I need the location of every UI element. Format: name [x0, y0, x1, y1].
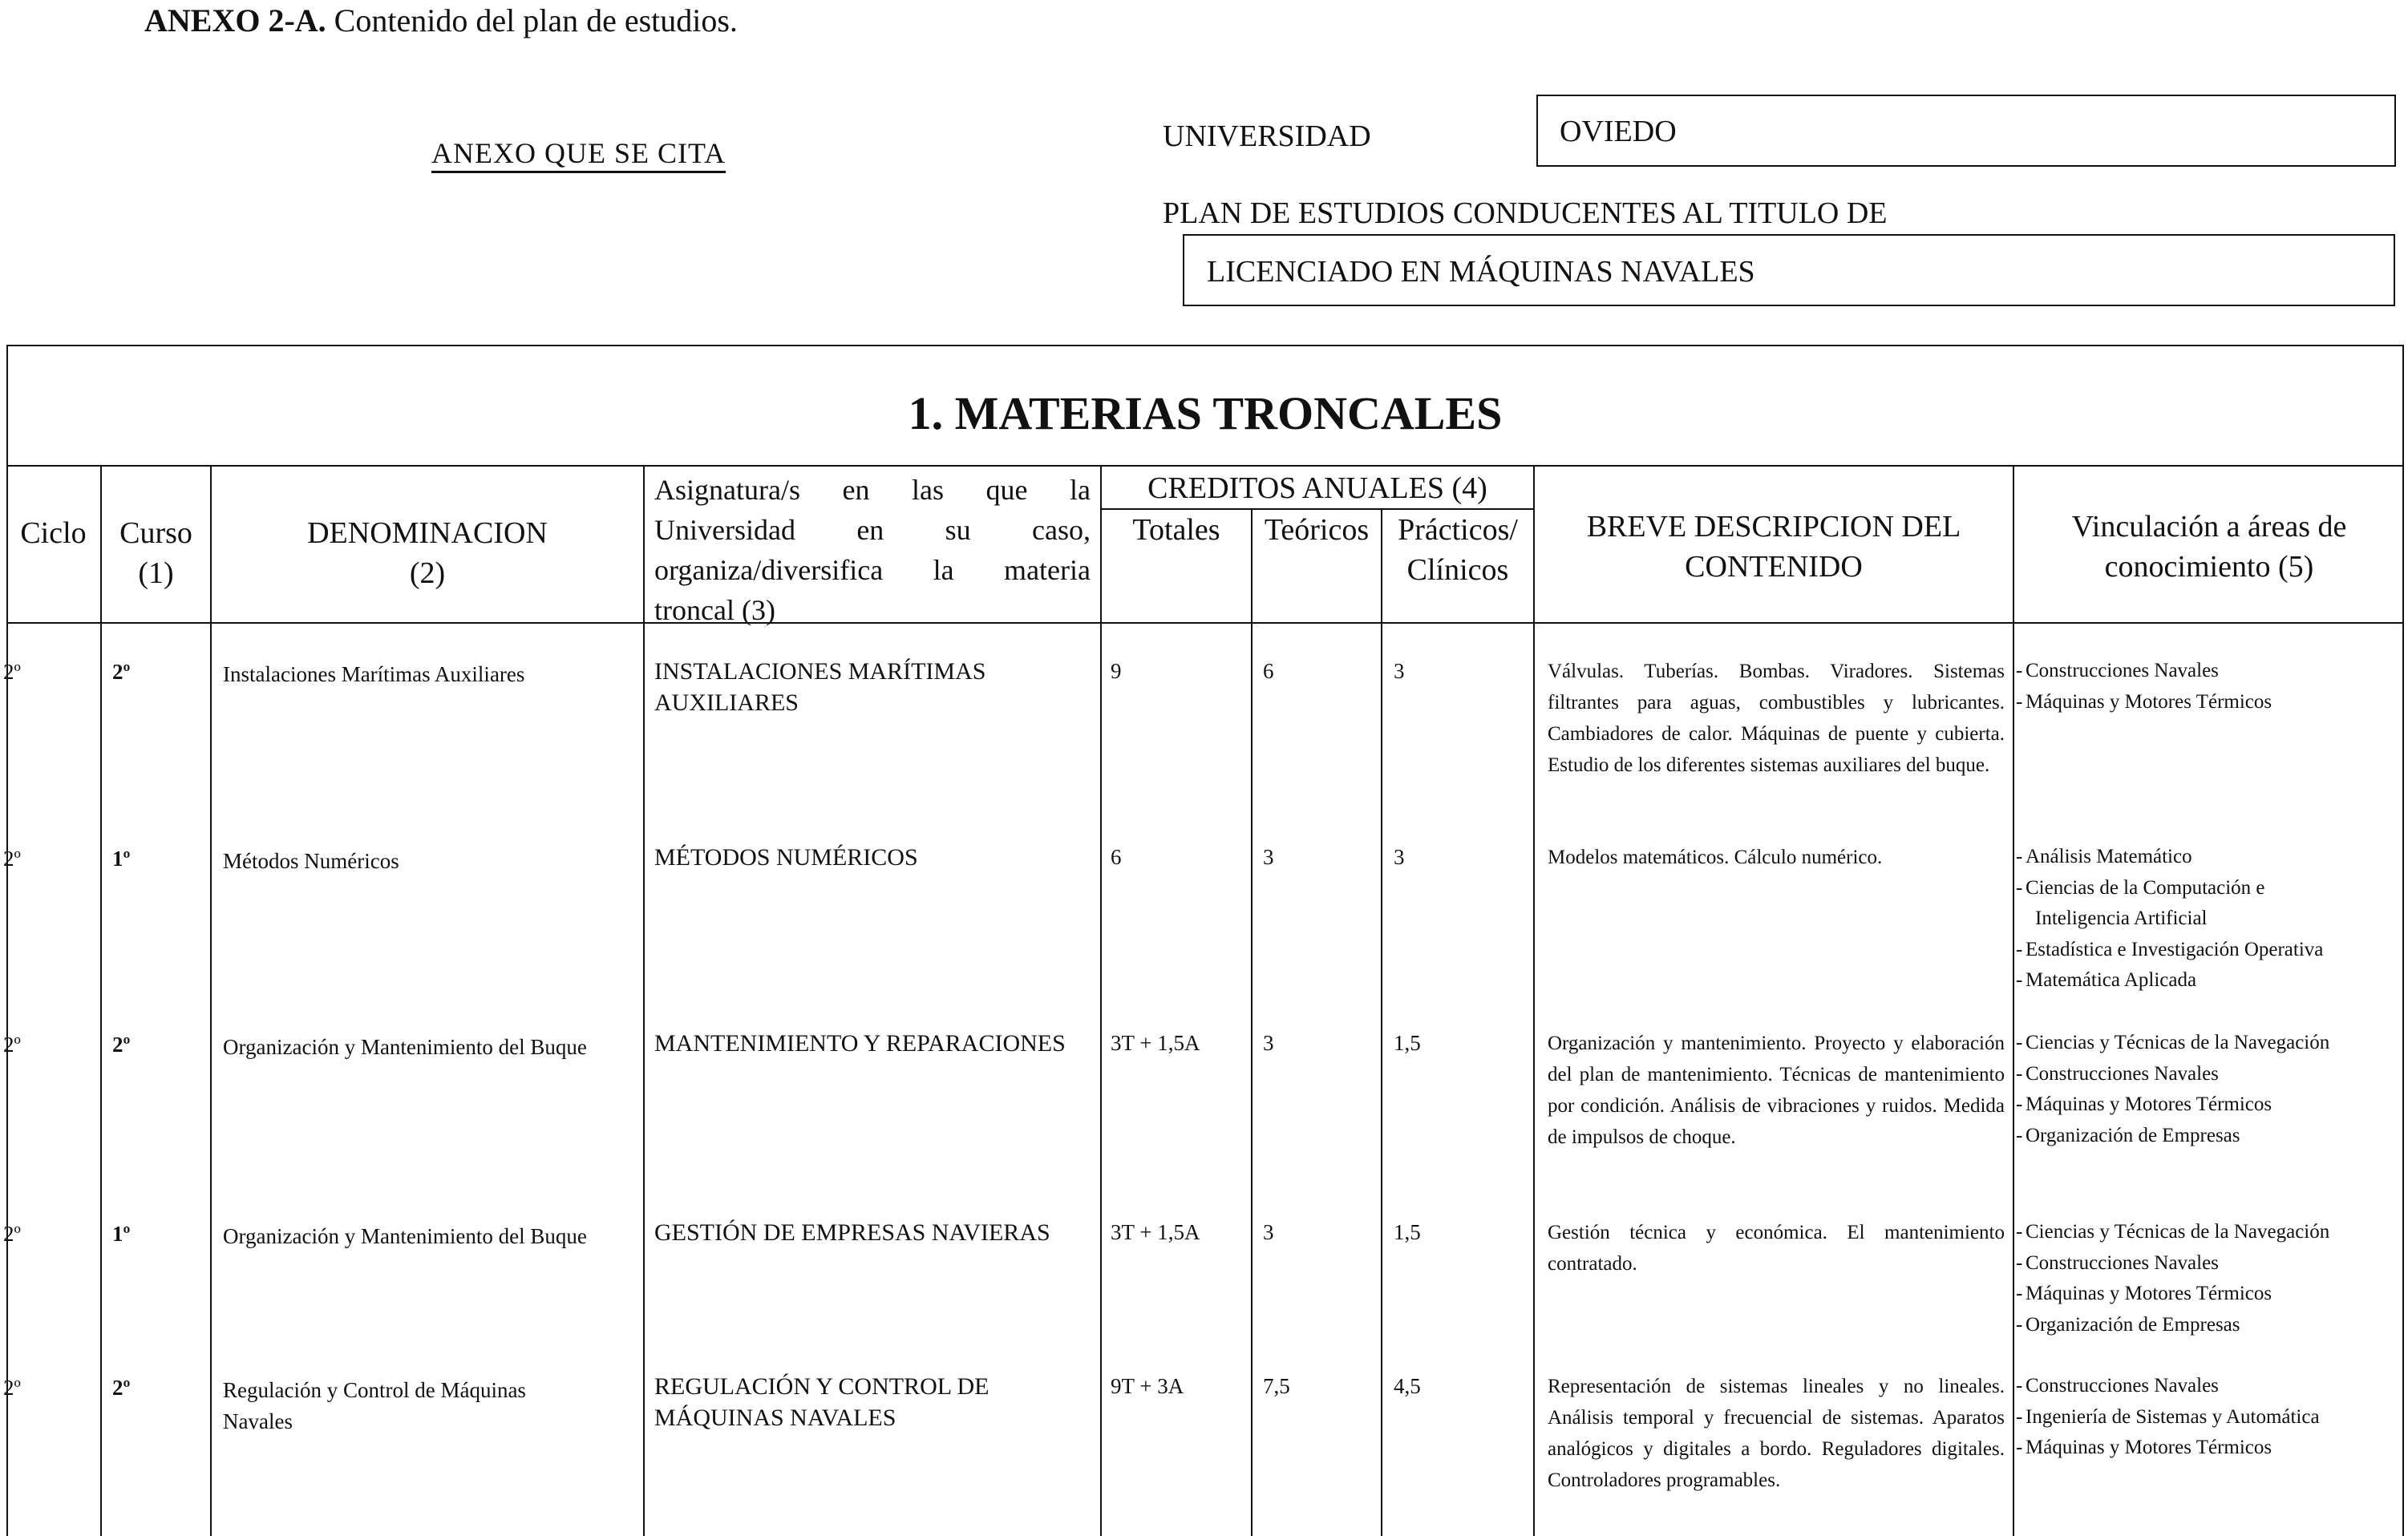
- cell-descripcion: Representación de sistemas lineales y no lineales. Análisis temporal y frecuencial de sistemas. Aparatos analógicos y digitales a bordo. Reguladores digitales. Controladores programables.: [1548, 1376, 2005, 1491]
- cell-totales: 9T + 3A: [1111, 1374, 1184, 1398]
- section-title: 1. MATERIAS TRONCALES: [908, 387, 1503, 439]
- header-curso: Curso (1): [119, 516, 192, 590]
- cell-ciclo: 2º: [3, 1222, 21, 1246]
- cell-asignatura: INSTALACIONES MARÍTIMAS AUXILIARES: [654, 658, 986, 716]
- annex-title: ANEXO 2-A. Contenido del plan de estudios.: [144, 2, 738, 38]
- area-item: - Ciencias y Técnicas de la Navegación: [2016, 1221, 2330, 1243]
- area-item: - Organización de Empresas: [2016, 1124, 2240, 1146]
- cell-totales: 6: [1111, 845, 1122, 869]
- cell-descripcion: Gestión técnica y económica. El mantenimiento contratado.: [1548, 1222, 2005, 1275]
- cell-totales: 3T + 1,5A: [1111, 1031, 1200, 1055]
- cell-descripcion: Modelos matemáticos. Cálculo numérico.: [1548, 847, 1883, 868]
- cell-areas: [2016, 1028, 2330, 1151]
- header-denominacion: DENOMINACION (2): [307, 516, 548, 590]
- area-item: - Ciencias y Técnicas de la Navegación: [2016, 1032, 2330, 1053]
- area-item: - Organización de Empresas: [2016, 1313, 2240, 1336]
- cell-teoricos: 3: [1263, 845, 1274, 869]
- cell-practicos: 3: [1394, 845, 1405, 869]
- table-rule: [100, 465, 102, 1536]
- plan-label: PLAN DE ESTUDIOS CONDUCENTES AL TITULO DE: [1163, 196, 1888, 230]
- area-item: - Construcciones Navales: [2016, 660, 2219, 681]
- university-value: OVIEDO: [1560, 115, 1677, 148]
- table-rule: [1100, 465, 1102, 1536]
- cell-descripcion: Válvulas. Tuberías. Bombas. Viradores. Sistemas filtrantes para aguas, combustibles y lubricantes. Cambiadores de calor. Máquinas de puente y cubierta. Estudio de los diferentes sistemas auxiliares del buque.: [1548, 661, 2005, 776]
- university-label: UNIVERSIDAD: [1163, 119, 1371, 153]
- header-teoricos: Teóricos: [1264, 513, 1370, 547]
- area-item: - Construcciones Navales: [2016, 1062, 2219, 1085]
- cell-curso: 2º: [112, 660, 131, 684]
- table-rule: [1533, 465, 1535, 1536]
- degree-title: LICENCIADO EN MÁQUINAS NAVALES: [1207, 255, 1755, 289]
- cell-totales: 9: [1111, 659, 1122, 683]
- area-item: - Máquinas y Motores Térmicos: [2016, 1437, 2272, 1458]
- area-item: - Análisis Matemático: [2016, 846, 2192, 867]
- header-descripcion: BREVE DESCRIPCION DEL CONTENIDO: [1586, 510, 1961, 584]
- header-ciclo: Ciclo: [20, 516, 87, 550]
- cell-curso: 1º: [112, 847, 131, 871]
- area-item: - Construcciones Navales: [2016, 1375, 2219, 1397]
- cell-ciclo: 2º: [3, 660, 21, 684]
- table-rule: [2013, 465, 2014, 1536]
- cell-denominacion: Métodos Numéricos: [223, 849, 399, 873]
- area-item: Inteligencia Artificial: [2035, 907, 2208, 929]
- header-asignatura: Asignatura/s en las que la Universidad en su caso, organiza/diversifica la materia troncal (3): [654, 474, 1091, 626]
- cell-teoricos: 6: [1263, 659, 1274, 683]
- table-rule: [643, 465, 645, 1536]
- cell-teoricos: 3: [1263, 1220, 1274, 1244]
- cell-totales: 3T + 1,5A: [1111, 1220, 1200, 1244]
- cell-asignatura: MANTENIMIENTO Y REPARACIONES: [654, 1030, 1066, 1057]
- cell-asignatura: MÉTODOS NUMÉRICOS: [654, 844, 918, 871]
- cell-curso: 1º: [112, 1222, 131, 1246]
- area-item: - Matemática Aplicada: [2016, 969, 2197, 991]
- annex-cita-label: ANEXO QUE SE CITA: [431, 137, 726, 169]
- table-rule: [1251, 508, 1253, 1536]
- cell-denominacion: Organización y Mantenimiento del Buque: [223, 1035, 587, 1059]
- header-creditos-anuales: CREDITOS ANUALES (4): [1147, 471, 1487, 505]
- cell-practicos: 4,5: [1394, 1374, 1421, 1398]
- cell-ciclo: 2º: [3, 1033, 21, 1057]
- area-item: - Ciencias de la Computación e: [2016, 876, 2265, 899]
- header-totales: Totales: [1132, 513, 1220, 547]
- cell-practicos: 1,5: [1394, 1220, 1421, 1244]
- area-item: - Máquinas y Motores Térmicos: [2016, 1093, 2272, 1115]
- area-item: - Estadística e Investigación Operativa: [2016, 938, 2324, 960]
- table-rule: [6, 465, 2404, 467]
- cell-practicos: 3: [1394, 659, 1405, 683]
- cell-ciclo: 2º: [3, 847, 21, 871]
- table-rule: [210, 465, 212, 1536]
- cell-denominacion: Instalaciones Marítimas Auxiliares: [223, 662, 525, 686]
- cell-teoricos: 3: [1263, 1031, 1274, 1055]
- cell-practicos: 1,5: [1394, 1031, 1421, 1055]
- cell-areas: [2016, 842, 2324, 996]
- cell-ciclo: 2º: [3, 1376, 21, 1400]
- table-rule: [1381, 508, 1382, 1536]
- cell-areas: [2016, 656, 2272, 717]
- cell-areas: [2016, 1217, 2330, 1340]
- cell-teoricos: 7,5: [1263, 1374, 1290, 1398]
- header-practicos: Prácticos/ Clínicos: [1398, 513, 1518, 587]
- cell-denominacion: Regulación y Control de Máquinas Navales: [223, 1378, 526, 1433]
- cell-asignatura: REGULACIÓN Y CONTROL DE MÁQUINAS NAVALES: [654, 1373, 990, 1431]
- area-item: - Máquinas y Motores Térmicos: [2016, 1283, 2272, 1304]
- area-item: - Ingeniería de Sistemas y Automática: [2016, 1405, 2320, 1428]
- area-item: - Construcciones Navales: [2016, 1251, 2219, 1274]
- area-item: - Máquinas y Motores Térmicos: [2016, 690, 2272, 713]
- cell-denominacion: Organización y Mantenimiento del Buque: [223, 1224, 587, 1248]
- table-rule: [6, 622, 2404, 624]
- header-vinculacion: Vinculación a áreas de conocimiento (5): [2071, 510, 2347, 584]
- cell-descripcion: Organización y mantenimiento. Proyecto y elaboración del plan de mantenimiento. Técnicas de mantenimiento por condición. Análisis de vibraciones y ruidos. Medida de impulsos de choque.: [1548, 1033, 2005, 1148]
- cell-curso: 2º: [112, 1376, 131, 1400]
- cell-asignatura: GESTIÓN DE EMPRESAS NAVIERAS: [654, 1219, 1050, 1246]
- cell-curso: 2º: [112, 1033, 131, 1057]
- cell-areas: [2016, 1371, 2320, 1464]
